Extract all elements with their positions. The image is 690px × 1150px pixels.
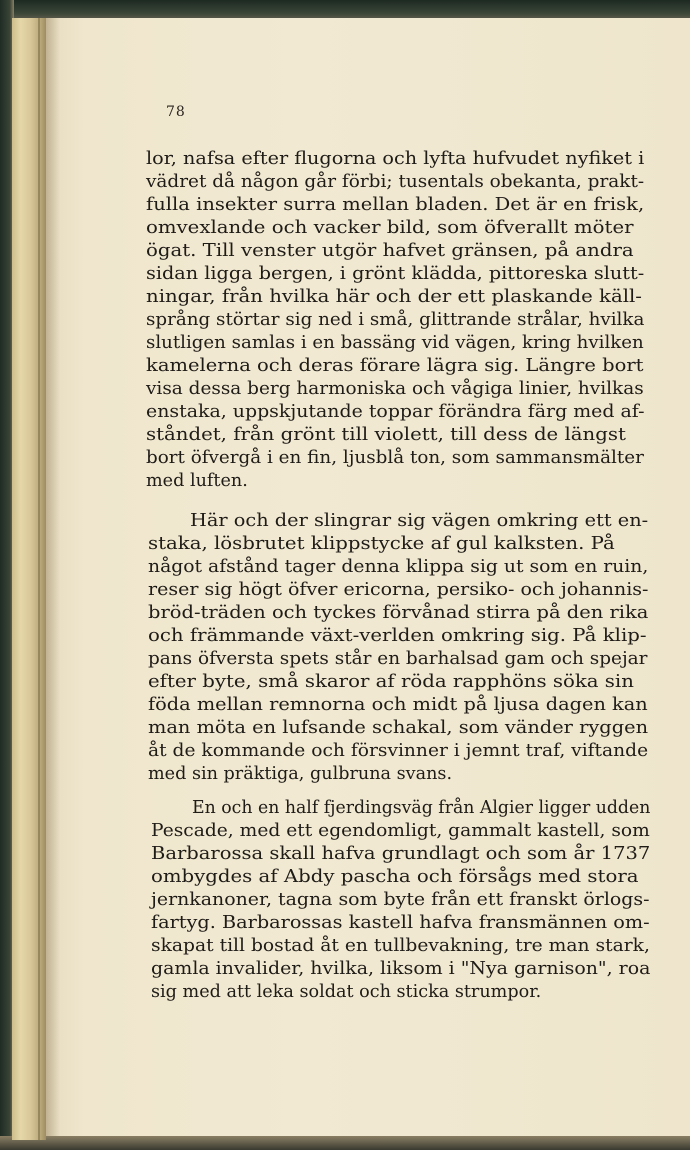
text-line: pans öfversta spets står en barhalsad gam och spejar [148,649,648,669]
text-line: staka, lösbrutet klippstycke af gul kalksten. På [148,534,615,554]
text-line: En och en half fjerdingsväg från Algier ligger udden [192,798,651,818]
text-line: vädret då någon går förbi; tusentals obekanta, prakt- [146,172,645,192]
text-line: åt de kommande och försvinner i jemnt traf, viftande [148,741,649,761]
text-line: man möta en lufsande schakal, som vänder ryggen [148,718,649,738]
text-line: Pescade, med ett egendomligt, gammalt kastell, som [151,821,650,841]
text-line: ögat. Till venster utgör hafvet gränsen, på andra [146,241,634,261]
text-line: visa dessa berg harmoniska och vågiga linier, hvilkas [146,379,644,399]
text-line: kamelerna och deras förare lägra sig. Längre bort [146,356,644,376]
text-line: med sin präktiga, gulbruna svans. [148,764,453,784]
scan-backdrop-bottom [0,1136,690,1150]
text-line: något afstånd tager denna klippa sig ut som en ruin, [148,557,649,577]
text-line: skapat till bostad åt en tullbevakning, tre man stark, [151,936,650,956]
text-line: fulla insekter surra mellan bladen. Det är en frisk, [146,195,645,215]
text-line: fartyg. Barbarossas kastell hafva fransmännen om- [151,913,650,933]
page-gutter-shadow [46,18,60,1136]
text-line: språng störtar sig ned i små, glittrande strålar, hvilka [146,310,645,330]
text-line: enstaka, uppskjutande toppar förändra färg med af- [146,402,645,422]
text-line: Här och der slingrar sig vägen omkring ett en- [190,511,649,531]
text-line: sidan ligga bergen, i grönt klädda, pittoreska slutt- [146,264,645,284]
text-line: reser sig högt öfver ericorna, persiko- och johannis- [148,580,649,600]
text-line: lor, nafsa efter flugorna och lyfta hufvudet nyfiket i [146,149,645,169]
book-spine-fold [38,18,40,1140]
book-spine-edge [12,18,46,1140]
text-line: med luften. [146,471,248,491]
page-number: 78 [166,104,186,120]
text-line: sig med att leka soldat och sticka strumpor. [151,982,542,1002]
text-line: ningar, från hvilka här och der ett plaskande käll- [146,287,642,307]
text-line: bort öfvergå i en fin, ljusblå ton, som sammansmälter [146,448,644,468]
text-line: efter byte, små skaror af röda rapphöns söka sin [148,672,634,692]
text-line: ombygdes af Abdy pascha och försågs med stora [151,867,639,887]
text-line: Barbarossa skall hafva grundlagt och som år 1737 [151,844,651,864]
text-line: ståndet, från grönt till violett, till dess de längst [146,425,626,445]
text-line: och främmande växt-verlden omkring sig. På klip- [148,626,647,646]
text-line: föda mellan remnorna och midt på ljusa dagen kan [148,695,648,715]
text-line: omvexlande och vacker bild, som öfverallt möter [146,218,634,238]
text-line: bröd-träden och tyckes förvånad stirra på den rika [148,603,649,623]
text-line: gamla invalider, hvilka, liksom i "Nya garnison", roa [151,959,651,979]
text-line: jernkanoner, tagna som byte från ett franskt örlogs- [151,890,650,910]
text-line: slutligen samlas i en bassäng vid vägen, kring hvilken [146,333,644,353]
